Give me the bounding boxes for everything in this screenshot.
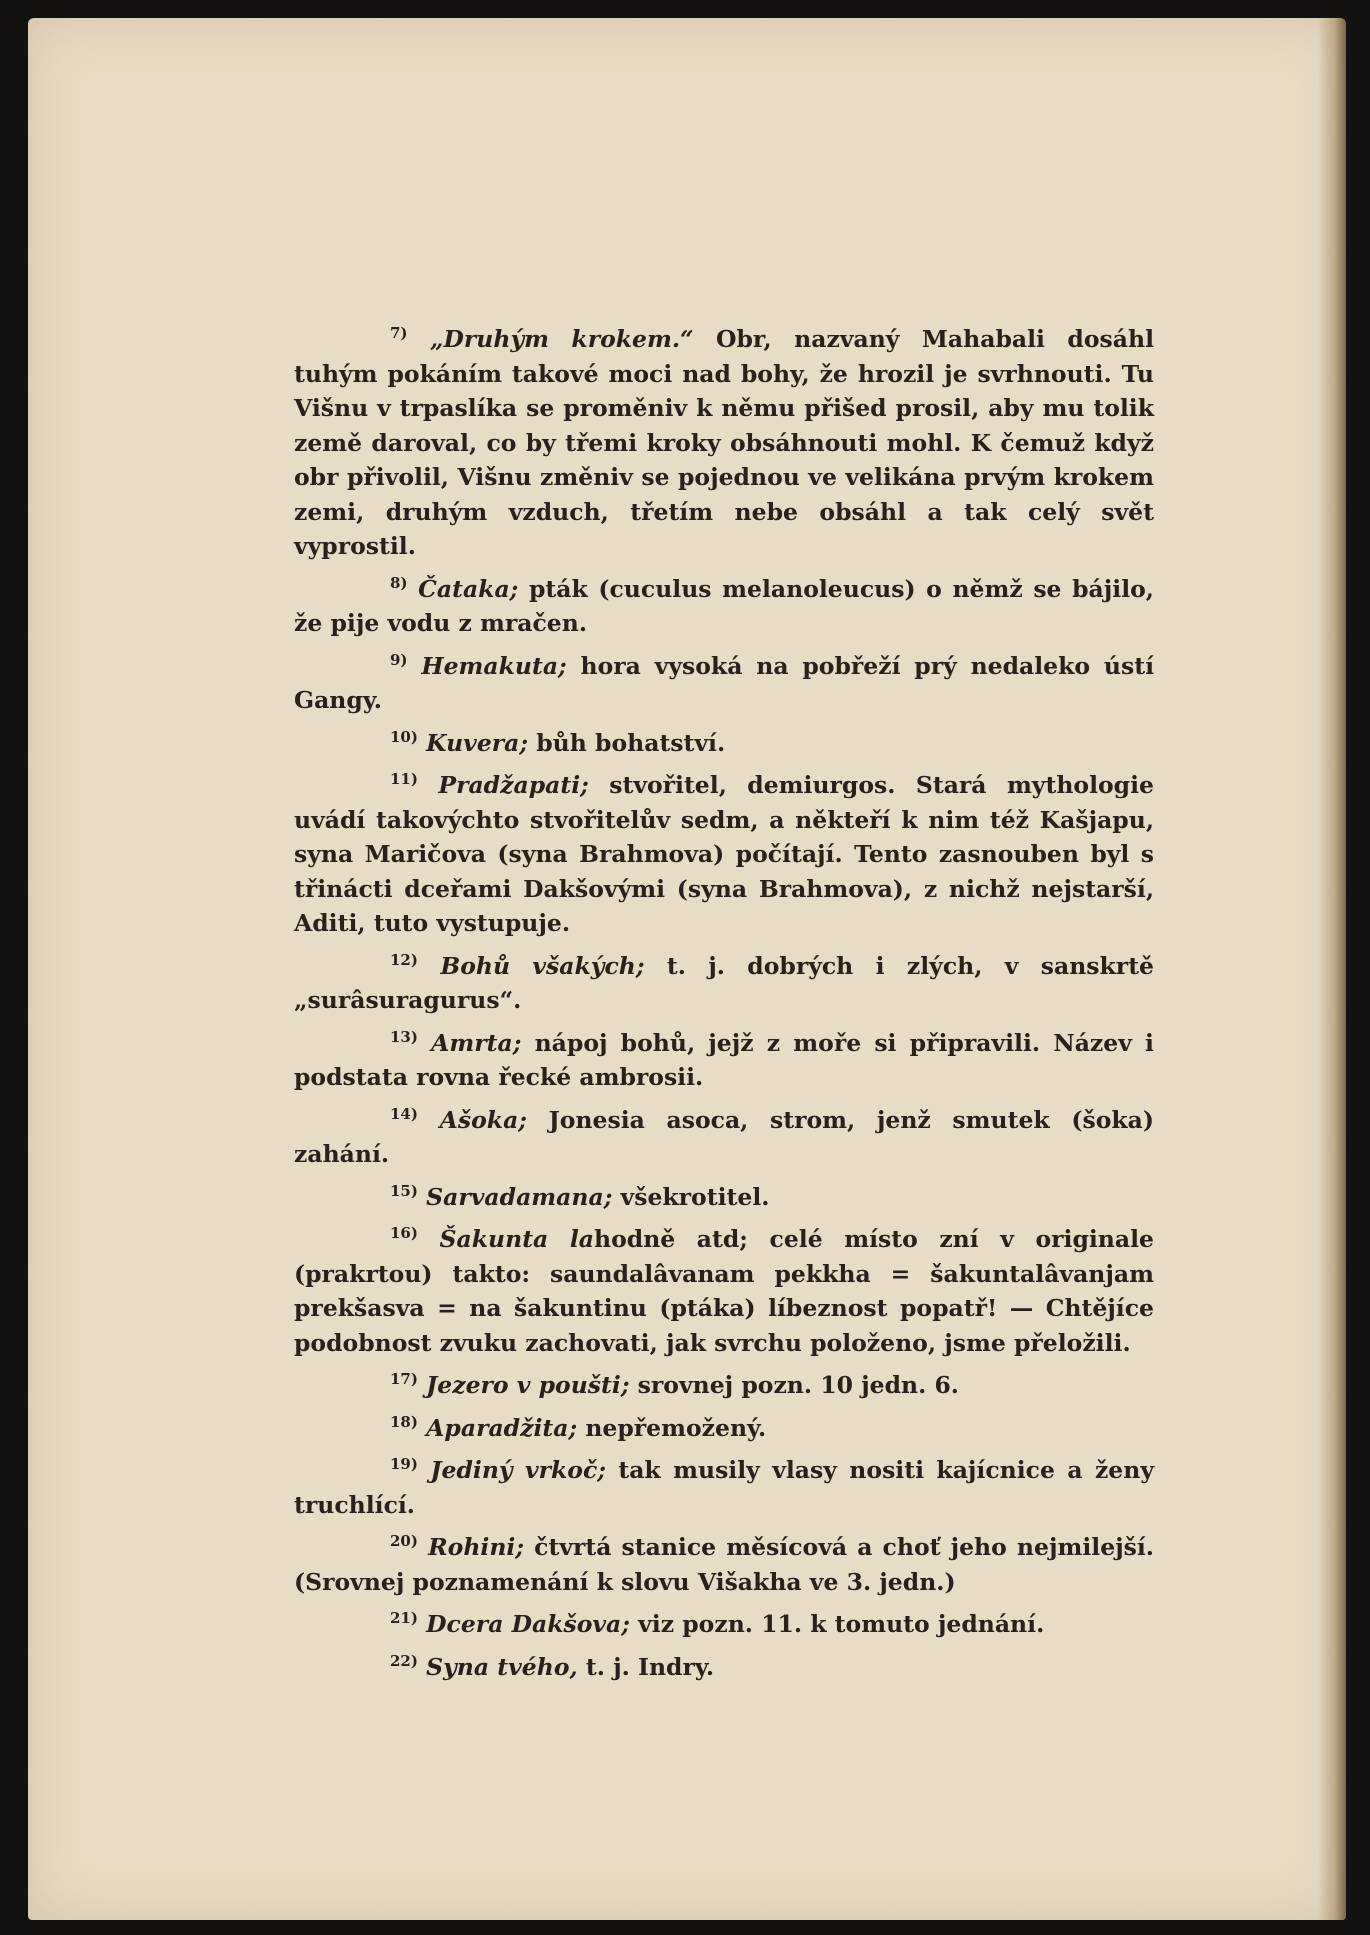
footnote-text: viz pozn. 11. k tomuto jednání. xyxy=(629,1610,1045,1638)
footnote-number: 8) xyxy=(390,573,408,592)
footnote-text: čtvrtá stanice měsícová a choť jeho nejmilejší. (Srovnej poznamenání k slovu Višakha ve 3. jedn.) xyxy=(294,1533,1154,1596)
footnote-term: Kuvera; xyxy=(426,728,529,757)
footnote-9 xyxy=(294,649,1154,718)
footnote-19 xyxy=(294,1453,1154,1522)
footnote-text: hora vysoká na pobřeží prý nedaleko ústí Gangy. xyxy=(294,651,1154,714)
footnote-15 xyxy=(294,1180,1154,1215)
footnote-number: 13) xyxy=(390,1027,418,1046)
footnote-number: 18) xyxy=(390,1412,418,1431)
footnote-text: Obr, nazvaný Mahabali dosáhl tuhým pokáním takové moci nad bohy, že hrozil je svrhnouti. Tu Višnu v trpaslíka se proměniv k němu přišed prosil, aby mu tolik země daroval, co by třemi kroky obsáhnouti mohl. K čemuž když obr přivolil, Višnu změniv se pojednou ve velikána prvým krokem zemi, druhým vzduch, třetím nebe obsáhl a tak celý svět vyprostil. xyxy=(294,325,1154,560)
footnote-10 xyxy=(294,726,1154,761)
footnote-term: Jezero v poušti; xyxy=(426,1371,630,1399)
footnote-term: Syna tvého, xyxy=(426,1652,578,1681)
footnote-21 xyxy=(294,1607,1154,1642)
footnote-text: tak musily vlasy nositi kajícnice a ženy truchlící. xyxy=(294,1456,1154,1519)
footnote-number: 7) xyxy=(390,324,408,343)
footnote-term: Jediný vrkoč; xyxy=(430,1456,606,1484)
footnote-term: Čataka; xyxy=(418,574,519,603)
footnote-number: 22) xyxy=(390,1651,418,1670)
footnotes-block xyxy=(294,322,1154,1692)
footnote-text: pták (cuculus melanoleucus) o němž se bájilo, že pije vodu z mračen. xyxy=(294,574,1154,637)
footnote-term: Aparadžita; xyxy=(426,1413,578,1442)
footnote-number: 14) xyxy=(390,1104,418,1123)
footnote-text: t. j. dobrých i zlých, v sanskrtě „surâsuragurus“. xyxy=(294,951,1154,1014)
footnote-18 xyxy=(294,1411,1154,1446)
footnote-14 xyxy=(294,1103,1154,1172)
footnote-text: nápoj bohů, jejž z moře si připravili. Název i podstata rovna řecké ambrosii. xyxy=(294,1028,1154,1091)
footnote-number: 19) xyxy=(390,1455,418,1474)
footnote-text: Jonesia asoca, strom, jenž smutek (šoka) zahání. xyxy=(294,1105,1154,1168)
footnote-term: Amrta; xyxy=(431,1028,522,1057)
footnote-text: srovnej pozn. 10 jedn. 6. xyxy=(629,1371,959,1399)
footnote-text: t. j. Indry. xyxy=(577,1652,714,1681)
footnote-term: Sarvadamana; xyxy=(426,1182,613,1211)
footnote-8 xyxy=(294,572,1154,641)
footnote-number: 17) xyxy=(390,1370,418,1389)
footnote-number: 9) xyxy=(390,650,408,669)
footnote-text: všekrotitel. xyxy=(612,1182,770,1211)
footnote-12 xyxy=(294,949,1154,1018)
footnote-number: 10) xyxy=(390,727,418,746)
footnote-20 xyxy=(294,1530,1154,1599)
footnote-term: Šakunta la xyxy=(439,1225,594,1253)
footnote-text: hodně atd; celé místo zní v originale (prakrtou) takto: saundalâvanam pekkha = šakuntalâvanjam prekšasva = na šakuntinu (ptáka) líbeznost popatř! — Chtějíce podobnost zvuku zachovati, jak svrchu položeno, jsme přeložili. xyxy=(294,1225,1154,1357)
footnote-number: 21) xyxy=(390,1609,418,1628)
footnote-22 xyxy=(294,1650,1154,1685)
footnote-term: Pradžapati; xyxy=(438,771,589,799)
footnote-term: Dcera Dakšova; xyxy=(426,1610,630,1638)
book-page xyxy=(28,18,1346,1920)
footnote-number: 16) xyxy=(390,1224,418,1243)
footnote-term: Rohini; xyxy=(428,1533,525,1561)
footnote-term: Ašoka; xyxy=(439,1105,527,1134)
footnote-11 xyxy=(294,768,1154,941)
footnote-text: nepřemožený. xyxy=(577,1413,767,1442)
footnote-number: 20) xyxy=(390,1532,418,1551)
footnote-16 xyxy=(294,1222,1154,1360)
footnote-term: Bohů všakých; xyxy=(440,951,645,980)
footnote-term: Hemakuta; xyxy=(421,651,567,680)
footnote-number: 12) xyxy=(390,950,418,969)
footnote-17 xyxy=(294,1368,1154,1403)
footnote-term: „Druhým krokem.“ xyxy=(430,325,694,353)
footnote-13 xyxy=(294,1026,1154,1095)
footnote-text: stvořitel, demiurgos. Stará mythologie uvádí takovýchto stvořitelův sedm, a někteří k nim též Kašjapu, syna Maričova (syna Brahmova) počítají. Tento zasnouben byl s třinácti dceřami Dakšovými (syna Brahmova), z nichž nejstarší, Aditi, tuto vystupuje. xyxy=(294,771,1154,937)
footnote-text: bůh bohatství. xyxy=(528,728,726,757)
page-edge-shadow xyxy=(1318,18,1346,1920)
footnote-number: 15) xyxy=(390,1181,418,1200)
footnote-number: 11) xyxy=(390,770,418,789)
footnote-7 xyxy=(294,322,1154,564)
